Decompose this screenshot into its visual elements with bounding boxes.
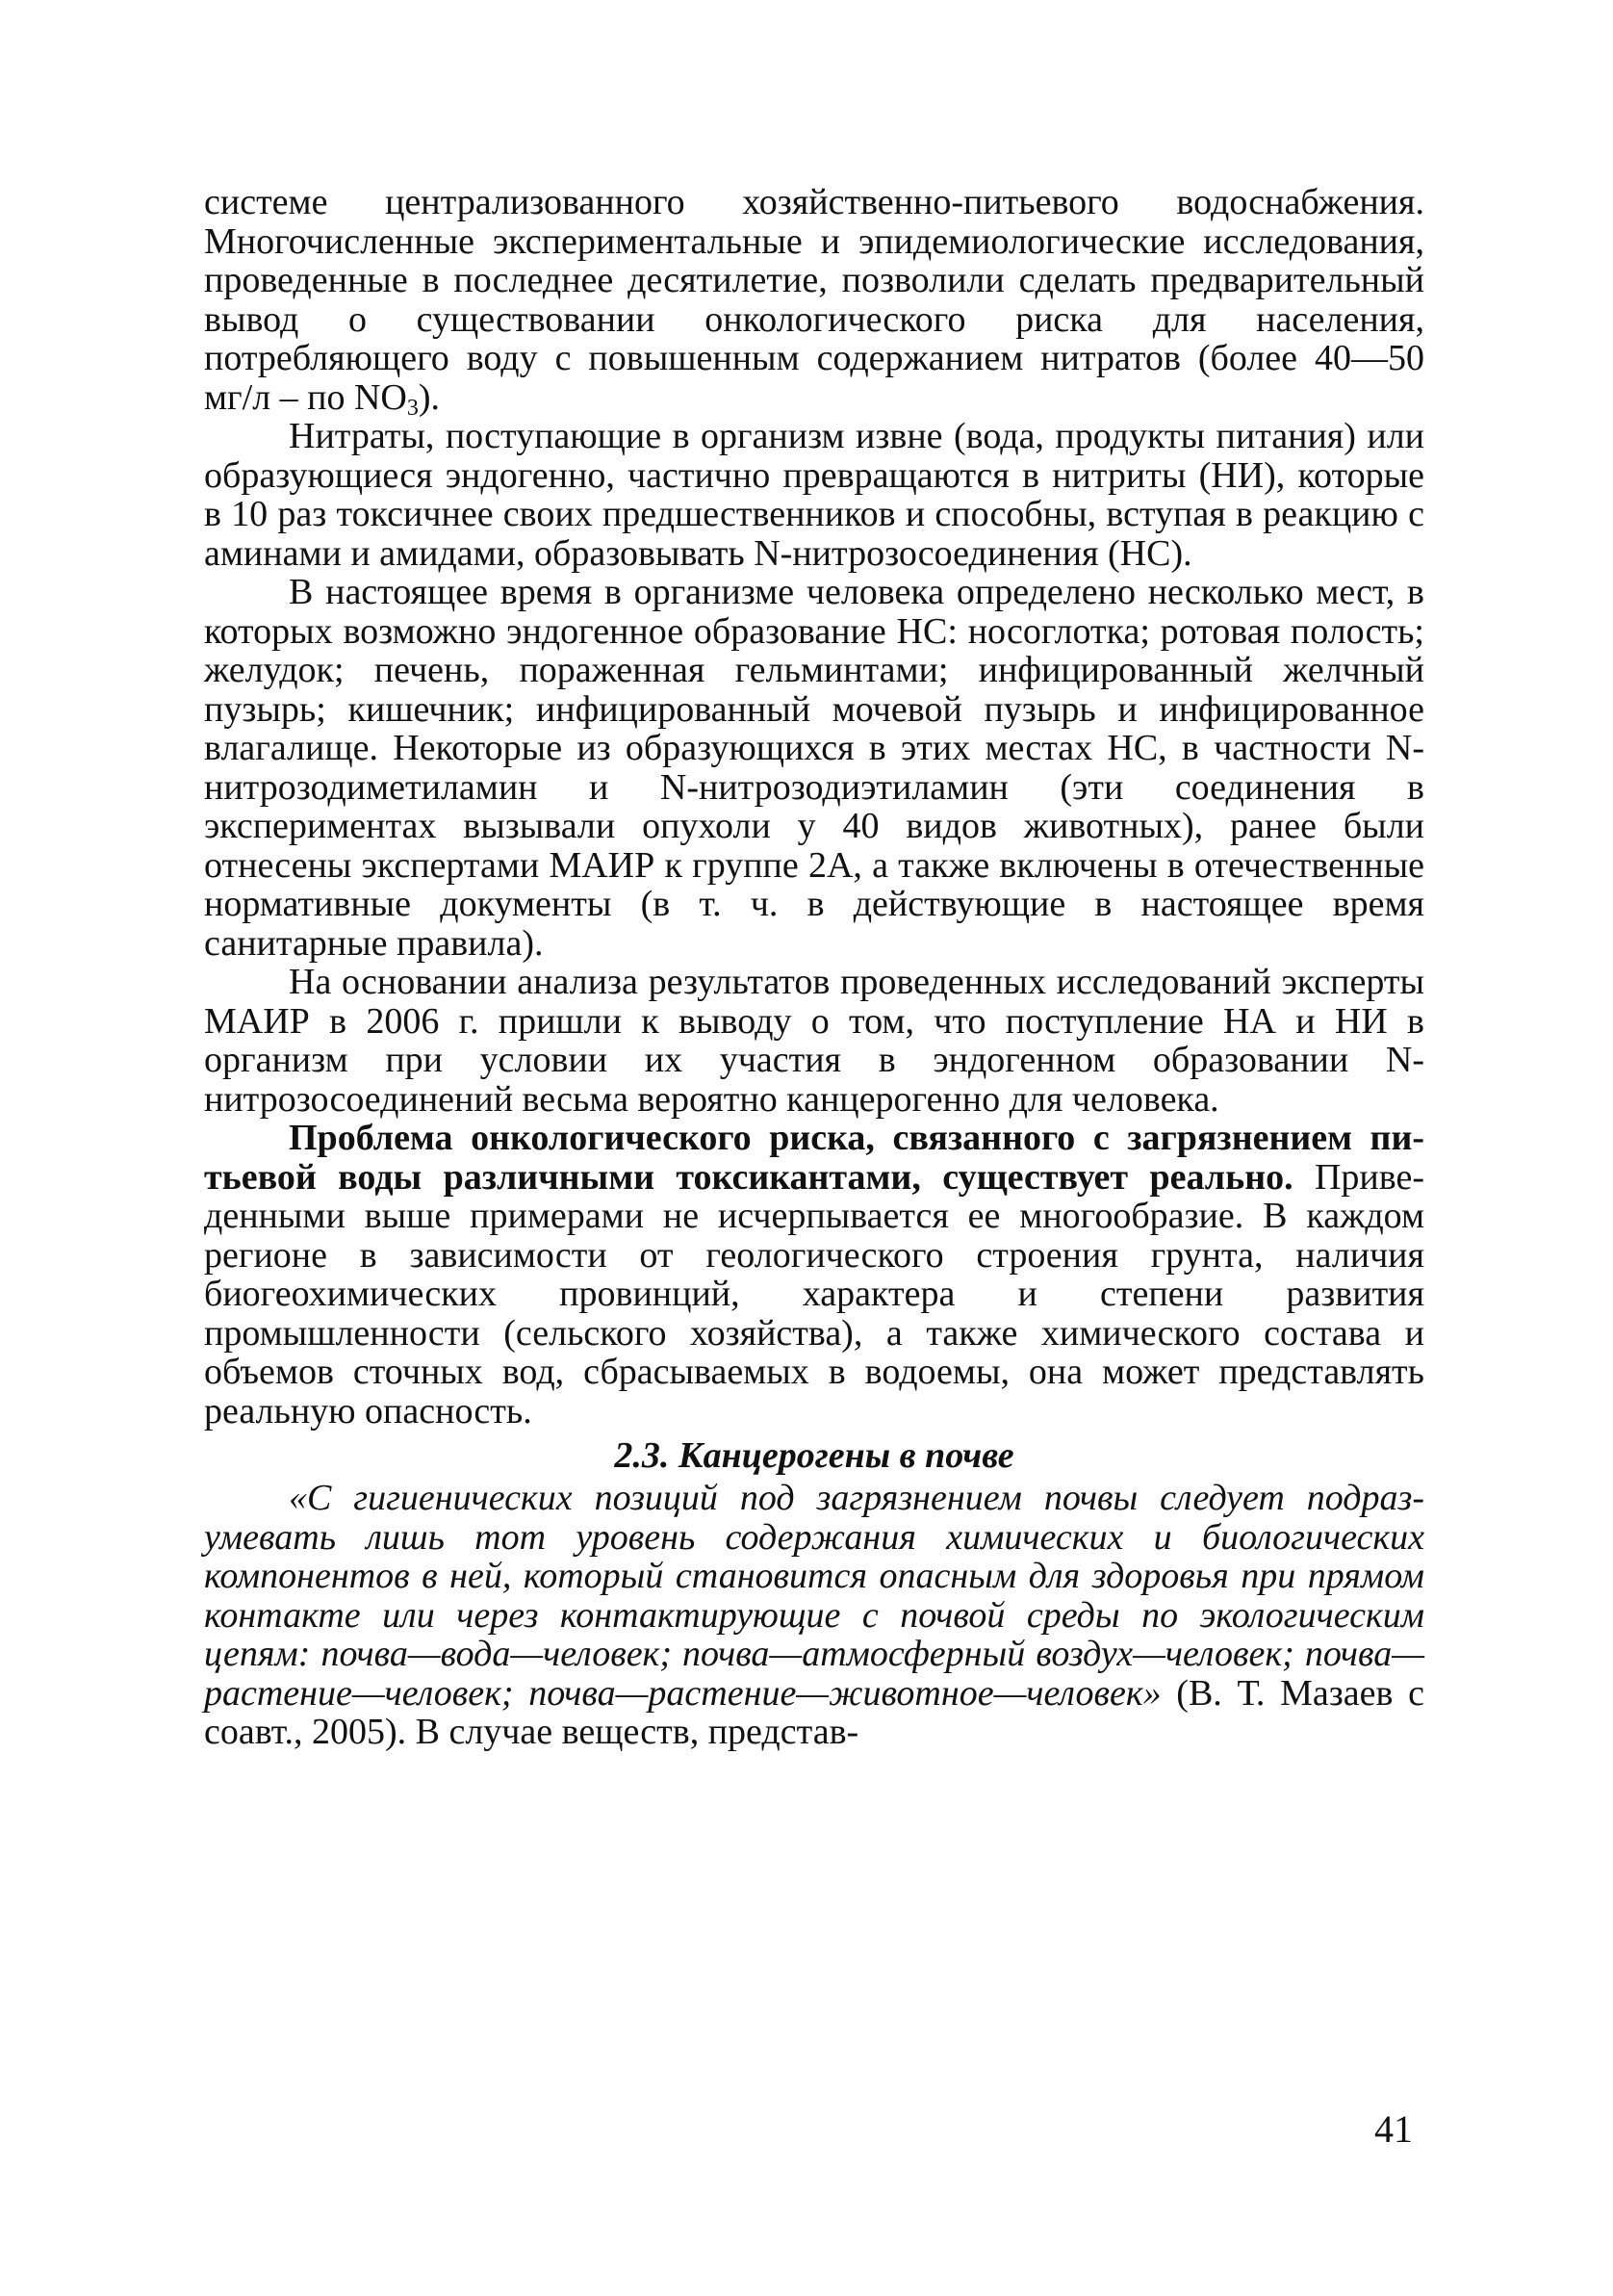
paragraph-1-text: системе централизованного хозяйственно-питьевого водоснабжения. Многочисленные экспериментальные и эпидемиологические исследования, проведенные в последнее десятилетие, позволили сделать предварительный вывод о существовании онкологического риска для населения, потребляющего воду с повышенным содержанием нитратов (более 40—50 мг/л – по NO <box>204 182 1424 418</box>
paragraph-1-tail: ). <box>418 376 441 418</box>
paragraph-6-quote: «С гигиенических позиций под загрязнением почвы следует подразумевать лишь тот уровень содержания химических и биологических компонентов в ней, который становится опасным для здоровья при прямом контакте или через контактирующие с почвой среды по экологическим цепям: почва—вода—человек; почва—атмосферный воздух—человек; почва—растение—человек; почва—растение—животное—человек» <box>204 1478 1424 1714</box>
section-heading: 2.3. Канцерогены в почве <box>614 1435 1014 1476</box>
paragraph-2: Нитраты, поступающие в организм извне (вода, продукты питания) или образующиеся эндогенно, частично превращаются в нитриты (НИ), которые в 10 раз токсичнее своих предшественников и способны, вступая в реакцию с аминами и амидами, образовывать N-нитрозосоединения (НС). <box>204 416 1424 574</box>
paragraph-6 <box>204 1479 1424 1752</box>
paragraph-5-rest: Приведенными выше примерами не исчерпывается ее многообразие. В каждом регионе в зависимости от геологического строения грунта, наличия биогеохимических провинций, характера и степени развития промышленности (сельского хозяйства), а также химического состава и объемов сточных вод, сбрасываемых в водоемы, она может представлять реальную опасность. <box>204 1156 1424 1432</box>
paragraph-5 <box>204 1119 1424 1431</box>
paragraph-6-rest: (В. Т. Мазаев с соавт., 2005). В случае веществ, представ- <box>204 1672 1424 1752</box>
paragraph-1-subscript: 3 <box>406 395 419 421</box>
paragraph-3: В настоящее время в организме человека определено несколько мест, в которых возможно эндогенное образование НС: носоглотка; ротовая полость; желудок; печень, пораженная гельминтами; инфицированный желчный пузырь; кишечник; инфицированный мочевой пузырь и инфицированное влагалище. Некоторые из образующихся в этих местах НС, в частности N-нитрозодиметиламин и N-нитрозодиэтиламин (эти соединения в экспериментах вызывали опухоли у 40 видов животных), ранее были отнесены экспертами МАИР к группе 2А, а также включены в отечественные нормативные документы (в т. ч. в действующие в настоящее время санитарные правила). <box>204 572 1424 964</box>
page-number: 41 <box>1374 2107 1413 2151</box>
page-body <box>204 183 1424 1752</box>
paragraph-4: На основании анализа результатов проведенных исследований эксперты МАИР в 2006 г. пришли к выводу о том, что поступление НА и НИ в организм при условии их участия в эндогенном образовании N-нитрозосоединений весьма вероятно канцерогенно для человека. <box>204 962 1424 1120</box>
paragraph-1 <box>204 182 1424 421</box>
paragraph-5-bold-lead: Проблема онкологического риска, связанного с загрязнением питьевой воды различными токсикантами, существует реально. <box>204 1118 1424 1198</box>
